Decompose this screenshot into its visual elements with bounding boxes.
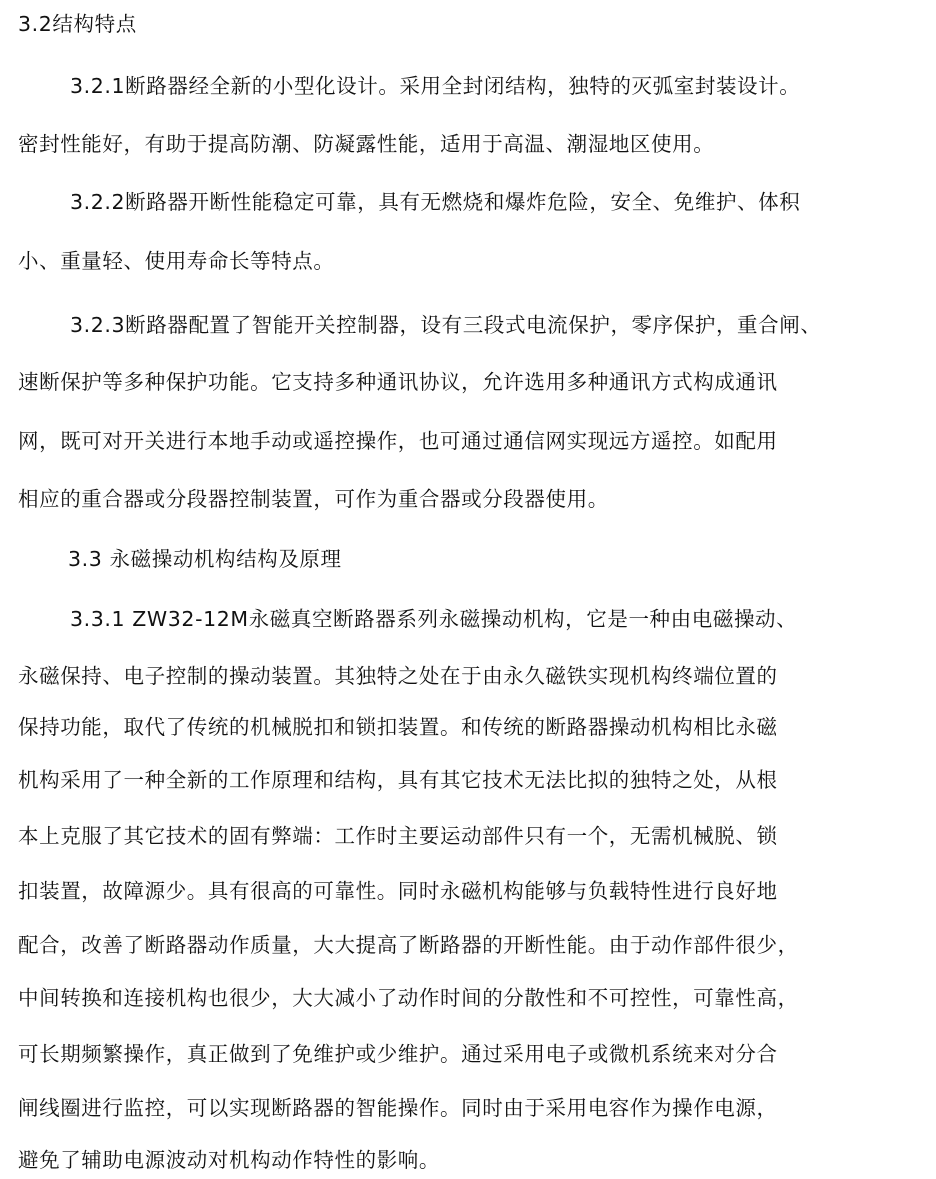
paragraph-3-2-2-line-1: 3.2.2断路器开断性能稳定可靠，具有无燃烧和爆炸危险，安全、免维护、体积 (70, 190, 801, 214)
paragraph-3-2-3-line-3: 网，既可对开关进行本地手动或遥控操作，也可通过通信网实现远方遥控。如配用 (18, 429, 778, 453)
paragraph-3-3-1-line-1: 3.3.1 ZW32-12M永磁真空断路器系列永磁操动机构，它是一种由电磁操动、 (70, 607, 798, 631)
section-heading: 3.2结构特点 (18, 12, 137, 36)
subsection-heading: 3.3 永磁操动机构结构及原理 (68, 547, 342, 571)
paragraph-3-3-1-line-2: 永磁保持、电子控制的操动装置。其独特之处在于由永久磁铁实现机构终端位置的 (18, 664, 778, 688)
paragraph-3-3-1-line-7: 配合，改善了断路器动作质量，大大提高了断路器的开断性能。由于动作部件很少， (18, 933, 799, 957)
paragraph-3-3-1-line-11: 避免了辅助电源波动对机构动作特性的影响。 (18, 1148, 440, 1172)
paragraph-3-2-2-line-2: 小、重量轻、使用寿命长等特点。 (18, 249, 335, 273)
paragraph-3-3-1-line-9: 可长期频繁操作，真正做到了免维护或少维护。通过采用电子或微机系统来对分合 (18, 1042, 778, 1066)
paragraph-3-3-1-line-10: 闸线圈进行监控，可以实现断路器的智能操作。同时由于采用电容作为操作电源， (18, 1096, 778, 1120)
paragraph-3-2-3-line-4: 相应的重合器或分段器控制装置，可作为重合器或分段器使用。 (18, 487, 609, 511)
paragraph-3-3-1-line-4: 机构采用了一种全新的工作原理和结构，具有其它技术无法比拟的独特之处，从根 (18, 768, 778, 792)
paragraph-3-2-3-line-2: 速断保护等多种保护功能。它支持多种通讯协议，允许选用多种通讯方式构成通讯 (18, 370, 778, 394)
paragraph-3-2-3-line-1: 3.2.3断路器配置了智能开关控制器，设有三段式电流保护，零序保护，重合闸、 (70, 313, 822, 337)
paragraph-3-3-1-line-5: 本上克服了其它技术的固有弊端：工作时主要运动部件只有一个，无需机械脱、锁 (18, 824, 778, 848)
paragraph-3-3-1-line-3: 保持功能，取代了传统的机械脱扣和锁扣装置。和传统的断路器操动机构相比永磁 (18, 715, 778, 739)
paragraph-3-3-1-line-8: 中间转换和连接机构也很少，大大减小了动作时间的分散性和不可控性，可靠性高， (18, 986, 799, 1010)
paragraph-3-2-1-line-2: 密封性能好，有助于提高防潮、防凝露性能，适用于高温、潮湿地区使用。 (18, 132, 715, 156)
paragraph-3-2-1-line-1: 3.2.1断路器经全新的小型化设计。采用全封闭结构，独特的灭弧室封装设计。 (70, 74, 801, 98)
paragraph-3-3-1-line-6: 扣装置，故障源少。具有很高的可靠性。同时永磁机构能够与负载特性进行良好地 (18, 879, 778, 903)
